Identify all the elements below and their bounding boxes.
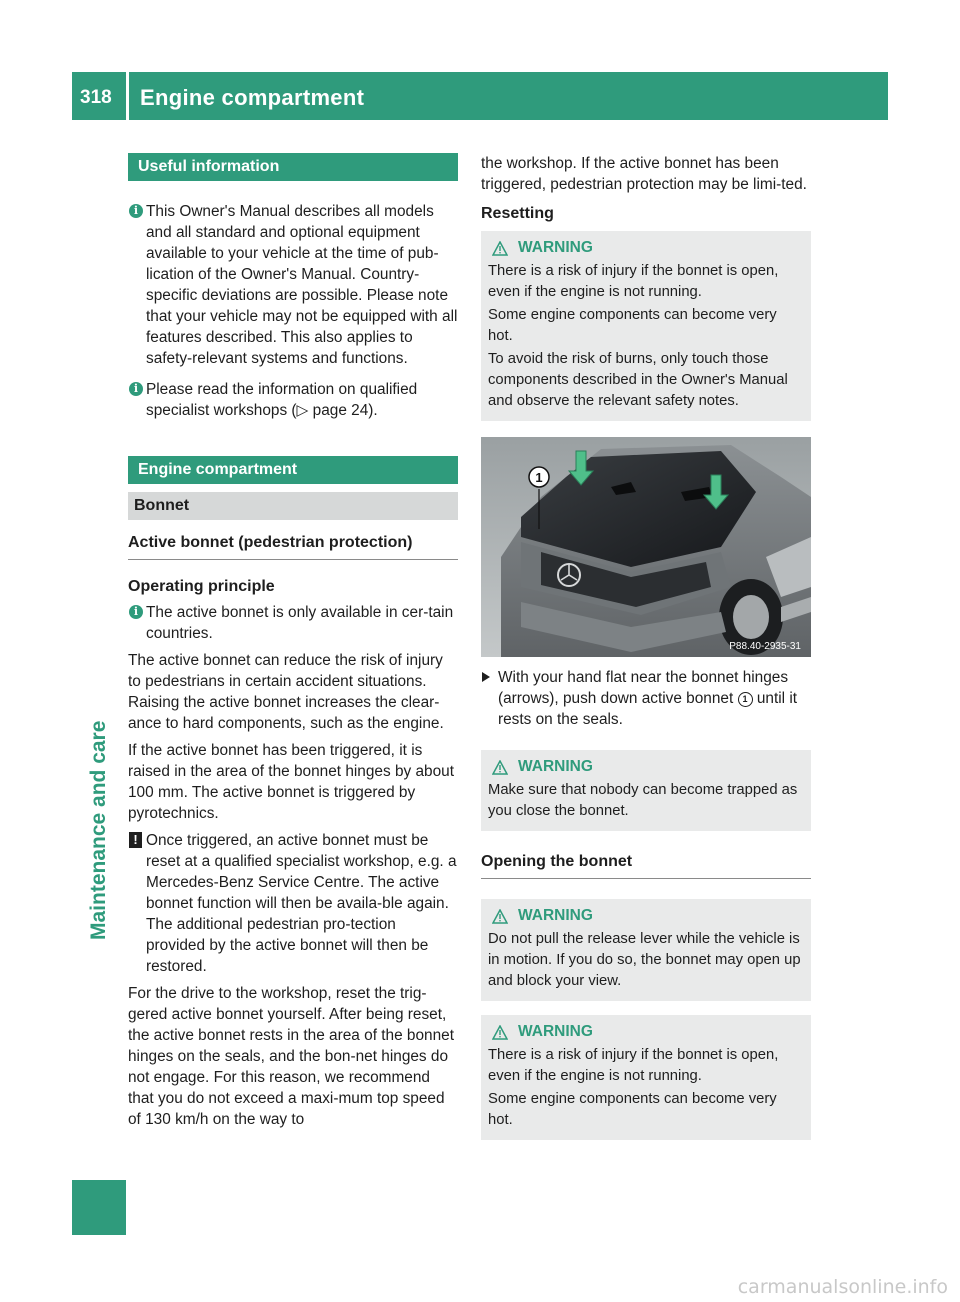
- paragraph-continued: the workshop. If the active bonnet has been triggered, pedestrian protection may be limi-ted.: [481, 155, 807, 193]
- paragraph-3: For the drive to the workshop, reset the trig-gered active bonnet yourself. After being reset, the active bonnet rests in the area of the bonnet hinges on the seals, and the bon-net hinges do not engage. For this reason, we recommend that you do not exceed a maxi-mum top speed of 130 km/h on the way to: [128, 985, 454, 1128]
- info-note-2-text: Please read the information on qualified specialist workshops (▷ page 24).: [146, 381, 418, 419]
- info-icon: [128, 201, 146, 222]
- footer-url: carmanualsonline.info: [737, 1276, 948, 1298]
- info-icon: [128, 602, 146, 623]
- warning-1-text-3: To avoid the risk of burns, only touch those components described in the Owner's Manual and observe the relevant safety notes.: [488, 351, 788, 409]
- info-note-3: [128, 602, 458, 644]
- warning-header: [488, 237, 803, 259]
- page-number: 318: [80, 87, 112, 108]
- bonnet-figure: [481, 437, 811, 657]
- warning-3-text-1: Do not pull the release lever while the vehicle is in motion. If you do so, the bonnet may open up and block your view.: [488, 931, 801, 989]
- side-tab-label: Maintenance and care: [87, 720, 110, 940]
- info-note-1-text: This Owner's Manual describes all models and all standard and optional equipment available to your vehicle at the time of pub-lication of the Owner's Manual. Country-specific deviations are possible. Please note that your vehicle may not be equipped with all features described. This also applies to safety-relevant systems and functions.: [146, 203, 458, 367]
- step-1-text: [498, 667, 811, 730]
- callout-1-icon: 1: [738, 692, 753, 707]
- info-note-3-text: The active bonnet is only available in cer-tain countries.: [146, 604, 454, 642]
- warning-4-text-1: There is a risk of injury if the bonnet is open, even if the engine is not running.: [488, 1047, 779, 1084]
- info-note-2: [128, 379, 458, 421]
- warning-box-2: [481, 750, 811, 831]
- warning-box-3: [481, 899, 811, 1001]
- header-divider: [126, 72, 129, 120]
- exclamation-note: [128, 830, 458, 977]
- warning-header: [488, 1021, 803, 1043]
- operating-principle-heading: Operating principle: [128, 578, 275, 595]
- paragraph-1: The active bonnet can reduce the risk of injury to pedestrians in certain accident situations. Raising the active bonnet increases the clear-ance to hard components, such as the engine.: [128, 652, 444, 732]
- warning-triangle-icon: [492, 241, 508, 256]
- warning-1-text-1: There is a risk of injury if the bonnet is open, even if the engine is not running.: [488, 263, 779, 300]
- page-title: Engine compartment: [140, 85, 365, 110]
- active-bonnet-heading: Active bonnet (pedestrian protection): [128, 532, 458, 560]
- warning-triangle-icon: [492, 760, 508, 775]
- warning-box-4: [481, 1015, 811, 1140]
- warning-label: WARNING: [518, 239, 593, 256]
- exclamation-icon: [128, 830, 146, 851]
- warning-4-text-2: Some engine components can become very hot.: [488, 1091, 777, 1128]
- right-column: [481, 153, 811, 1140]
- info-icon: [128, 379, 146, 400]
- warning-box-1: [481, 231, 811, 421]
- side-tab-block: [72, 1180, 126, 1235]
- left-column: [128, 153, 458, 1130]
- warning-label: WARNING: [518, 1023, 593, 1040]
- step-1-text-b: until it rests on the seals.: [498, 690, 798, 728]
- step-1: [481, 667, 811, 730]
- warning-triangle-icon: [492, 1025, 508, 1040]
- car-bonnet-illustration: [481, 437, 811, 657]
- warning-triangle-icon: [492, 909, 508, 924]
- paragraph-2: If the active bonnet has been triggered, it is raised in the area of the bonnet hinges by about 100 mm. The active bonnet is triggered by pyrotechnics.: [128, 742, 455, 822]
- warning-label: WARNING: [518, 907, 593, 924]
- info-note-1: [128, 201, 458, 369]
- engine-compartment-title: Engine compartment: [128, 456, 458, 484]
- warning-label: WARNING: [518, 758, 593, 775]
- figure-code: P88.40-2935-31: [729, 641, 801, 652]
- step-arrow-icon: [481, 667, 498, 688]
- exclamation-note-text: Once triggered, an active bonnet must be reset at a qualified specialist workshop, e.g. a Mercedes-Benz Service Centre. The active bonnet function will then be availa-ble again. The additional pedestrian pro-tection provided by the active bonnet will then be restored.: [146, 832, 457, 975]
- resetting-heading: Resetting: [481, 205, 554, 222]
- figure-callout-1: 1: [535, 470, 543, 485]
- step-1-text-a: With your hand flat near the bonnet hinges (arrows), push down active bonnet: [498, 669, 789, 707]
- bonnet-title: Bonnet: [128, 492, 458, 520]
- warning-1-text-2: Some engine components can become very hot.: [488, 307, 777, 344]
- opening-bonnet-heading: Opening the bonnet: [481, 851, 811, 879]
- useful-info-title: Useful information: [128, 153, 458, 181]
- warning-header: [488, 756, 803, 778]
- warning-header: [488, 905, 803, 927]
- warning-2-text-1: Make sure that nobody can become trapped as you close the bonnet.: [488, 782, 798, 819]
